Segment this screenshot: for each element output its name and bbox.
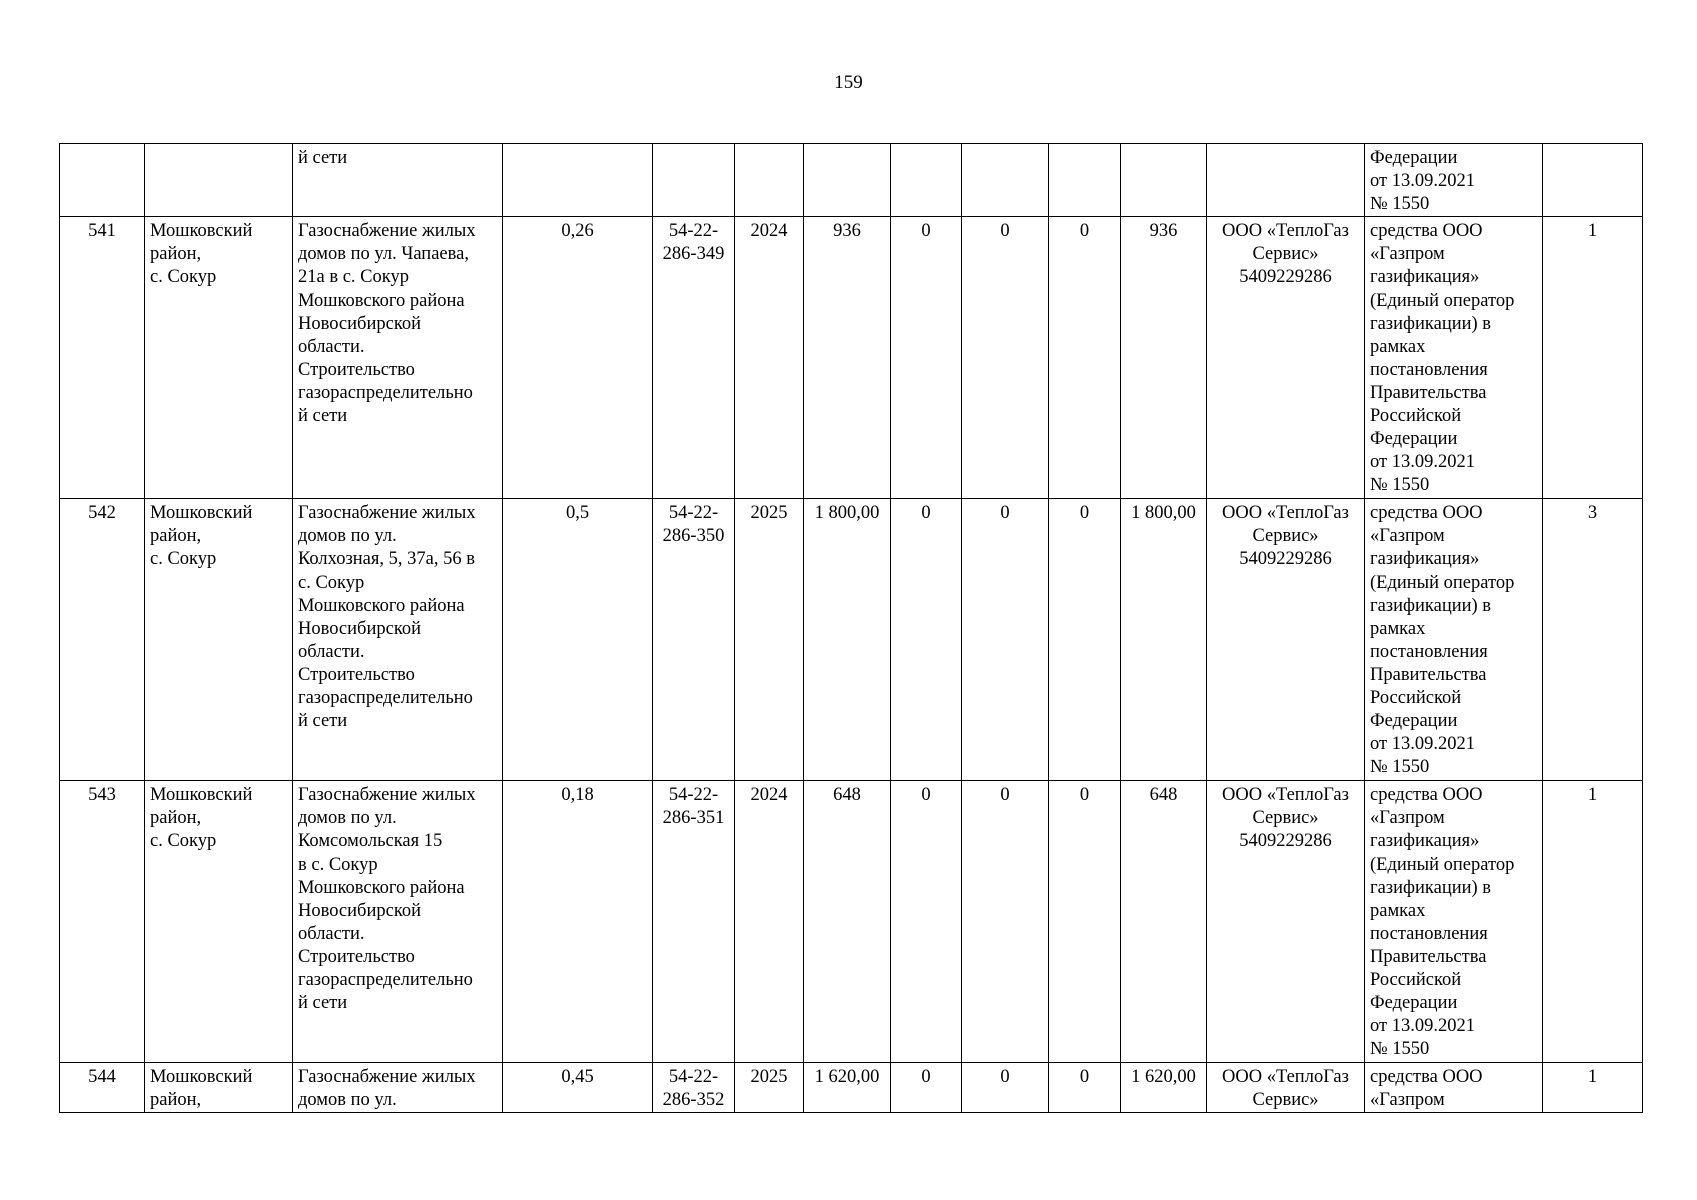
- table-row: [60, 144, 1643, 217]
- row-number: 543: [60, 781, 145, 1063]
- value-cell: 0: [1049, 499, 1121, 781]
- page-number: 159: [834, 72, 863, 93]
- object-cell: Газоснабжение жилых домов по ул. Чапаева, 21а в с. Сокур Мошковского района Новосибирской области. Строительство газораспределительно й сети: [293, 217, 503, 499]
- table-row: [60, 217, 1643, 499]
- count-cell: 1: [1543, 781, 1643, 1063]
- row-number: 542: [60, 499, 145, 781]
- code-cell: [653, 144, 735, 217]
- count-cell: 1: [1543, 1063, 1643, 1113]
- executor-cell: ООО «ТеплоГаз Сервис» 5409229286: [1207, 217, 1365, 499]
- code-cell: 54-22- 286-351: [653, 781, 735, 1063]
- total-cell: 648: [804, 781, 891, 1063]
- value-cell: [1049, 144, 1121, 217]
- object-cell: й сети: [293, 144, 503, 217]
- value-cell: [891, 144, 962, 217]
- value-cell: [1121, 144, 1207, 217]
- object-cell: Газоснабжение жилых домов по ул. Комсомольская 15 в с. Сокур Мошковского района Новосибирской области. Строительство газораспределительно й сети: [293, 781, 503, 1063]
- length-cell: 0,18: [503, 781, 653, 1063]
- row-number: 544: [60, 1063, 145, 1113]
- value-cell: 1 620,00: [1121, 1063, 1207, 1113]
- district-cell: [145, 144, 293, 217]
- value-cell: 0: [962, 781, 1049, 1063]
- length-cell: 0,26: [503, 217, 653, 499]
- funding-cell: средства ООО «Газпром газификация» (Единый оператор газификации) в рамках постановления Правительства Российской Федерации от 13.09.2021 № 1550: [1365, 217, 1543, 499]
- value-cell: 0: [891, 217, 962, 499]
- count-cell: 3: [1543, 499, 1643, 781]
- funding-cell: Федерации от 13.09.2021 № 1550: [1365, 144, 1543, 217]
- total-cell: 1 800,00: [804, 499, 891, 781]
- total-cell: [804, 144, 891, 217]
- total-cell: 1 620,00: [804, 1063, 891, 1113]
- value-cell: 0: [891, 499, 962, 781]
- code-cell: 54-22- 286-350: [653, 499, 735, 781]
- count-cell: 1: [1543, 217, 1643, 499]
- funding-cell: средства ООО «Газпром газификация» (Единый оператор газификации) в рамках постановления Правительства Российской Федерации от 13.09.2021 № 1550: [1365, 499, 1543, 781]
- value-cell: 0: [962, 1063, 1049, 1113]
- value-cell: 648: [1121, 781, 1207, 1063]
- value-cell: 0: [962, 499, 1049, 781]
- length-cell: 0,45: [503, 1063, 653, 1113]
- executor-cell: [1207, 144, 1365, 217]
- district-cell: Мошковский район, с. Сокур: [145, 217, 293, 499]
- value-cell: 0: [1049, 217, 1121, 499]
- row-number: [60, 144, 145, 217]
- value-cell: 0: [891, 1063, 962, 1113]
- value-cell: 936: [1121, 217, 1207, 499]
- year-cell: 2024: [735, 781, 804, 1063]
- district-cell: Мошковский район, с. Сокур: [145, 781, 293, 1063]
- count-cell: [1543, 144, 1643, 217]
- executor-cell: ООО «ТеплоГаз Сервис» 5409229286: [1207, 499, 1365, 781]
- table-body: [60, 144, 1643, 1113]
- object-cell: Газоснабжение жилых домов по ул.: [293, 1063, 503, 1113]
- value-cell: 0: [891, 781, 962, 1063]
- table-row: [60, 781, 1643, 1063]
- executor-cell: ООО «ТеплоГаз Сервис» 5409229286: [1207, 781, 1365, 1063]
- executor-cell: ООО «ТеплоГаз Сервис»: [1207, 1063, 1365, 1113]
- funding-cell: средства ООО «Газпром газификация» (Единый оператор газификации) в рамках постановления Правительства Российской Федерации от 13.09.2021 № 1550: [1365, 781, 1543, 1063]
- row-number: 541: [60, 217, 145, 499]
- length-cell: 0,5: [503, 499, 653, 781]
- object-cell: Газоснабжение жилых домов по ул. Колхозная, 5, 37а, 56 в с. Сокур Мошковского района Новосибирской области. Строительство газораспределительно й сети: [293, 499, 503, 781]
- value-cell: 0: [962, 217, 1049, 499]
- year-cell: 2024: [735, 217, 804, 499]
- year-cell: [735, 144, 804, 217]
- code-cell: 54-22- 286-349: [653, 217, 735, 499]
- value-cell: 1 800,00: [1121, 499, 1207, 781]
- table-row: [60, 499, 1643, 781]
- gasification-table: [59, 143, 1643, 1113]
- length-cell: [503, 144, 653, 217]
- year-cell: 2025: [735, 499, 804, 781]
- value-cell: 0: [1049, 1063, 1121, 1113]
- table-row: [60, 1063, 1643, 1113]
- code-cell: 54-22- 286-352: [653, 1063, 735, 1113]
- district-cell: Мошковский район,: [145, 1063, 293, 1113]
- district-cell: Мошковский район, с. Сокур: [145, 499, 293, 781]
- total-cell: 936: [804, 217, 891, 499]
- value-cell: 0: [1049, 781, 1121, 1063]
- value-cell: [962, 144, 1049, 217]
- funding-cell: средства ООО «Газпром: [1365, 1063, 1543, 1113]
- year-cell: 2025: [735, 1063, 804, 1113]
